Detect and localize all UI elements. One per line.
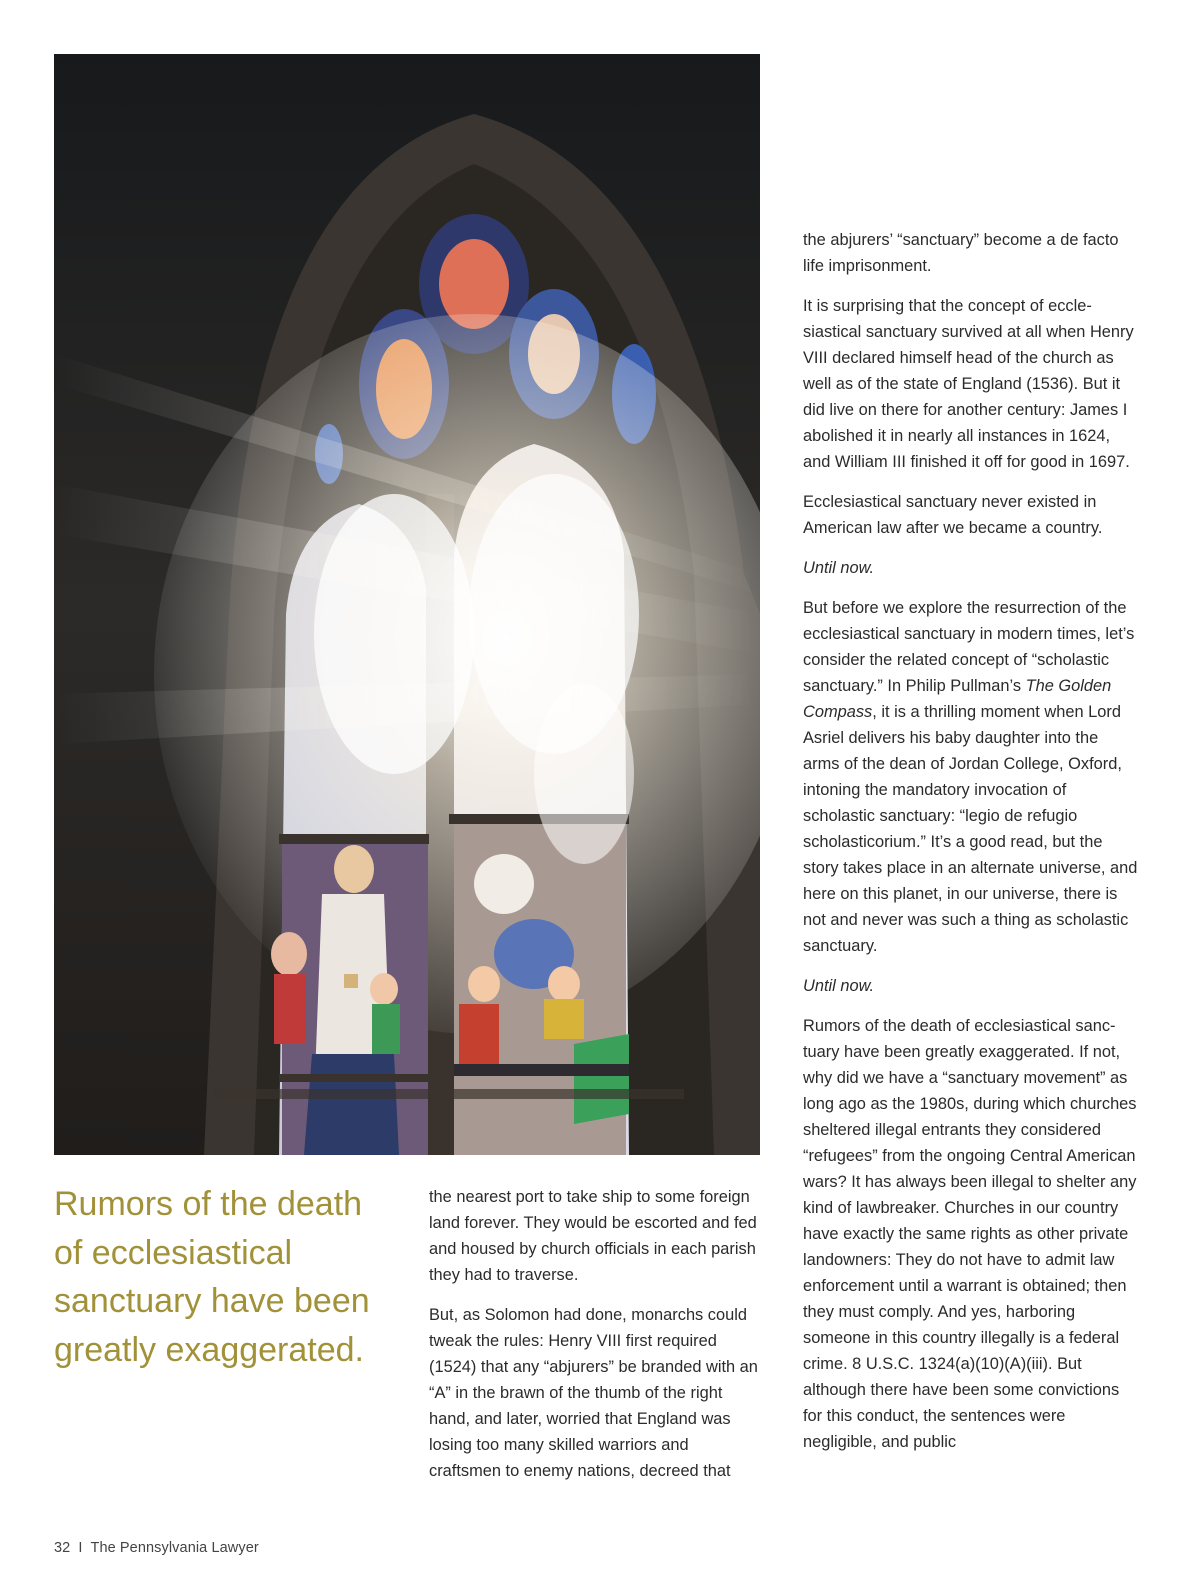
body-paragraph-italic	[803, 555, 1138, 581]
until-now-text: Until now.	[803, 977, 875, 995]
page-footer	[54, 1540, 259, 1556]
body-paragraph-italic	[803, 973, 1138, 999]
footer-separator: I	[78, 1540, 83, 1556]
body-paragraph: the abjurers’ “sanctuary” become a de facto life imprisonment.	[803, 231, 1119, 275]
article-column-middle	[429, 1184, 764, 1498]
body-paragraph	[803, 595, 1138, 959]
until-now-text: Until now.	[803, 559, 875, 577]
body-paragraph: It is surprising that the concept of ecclesiastical sanctuary survived at all when Henry VIII declared himself head of the church as well as of the state of England (1536). But it did live on there for another century: James I abolished it in nearly all instances in 1624, and William III finished it off for good in 1697.	[803, 297, 1134, 471]
paragraph-text: But before we explore the resurrection of the ecclesiastical sanctuary in modern times, let’s consider the related concept of “scholastic sanctuary.” In Philip Pullman’s	[803, 599, 1135, 695]
body-paragraph: Ecclesiastical sanctuary never existed in American law after we became a country.	[803, 493, 1103, 537]
publication-name: The Pennsylvania Lawyer	[90, 1540, 259, 1556]
paragraph-text: , it is a thrilling moment when Lord Asriel delivers his baby daughter into the arms of the dean of Jordan College, Oxford, intoning the mandatory invocation of scholastic sanctuary: “legio de refugio scholasticorium.” It’s a good read, but the story takes place in an alternate universe, and here on this planet, in our universe, there is not and never was such a thing as scholastic sanctuary.	[803, 703, 1138, 955]
page-number: 32	[54, 1540, 71, 1556]
stained-glass-window-photo	[54, 54, 760, 1155]
body-paragraph: the nearest port to take ship to some foreign land forever. They would be escorted and fed and housed by church officials in each parish they had to traverse.	[429, 1188, 757, 1284]
body-paragraph: But, as Solomon had done, monarchs could tweak the rules: Henry VIII first required (1524) that any “abjurers” be branded with an “A” in the brawn of the thumb of the right hand, and later, worried that England was losing too many skilled warriors and craftsmen to enemy nations, decreed that	[429, 1306, 758, 1480]
pull-quote: Rumors of the death of ecclesiastical sanctuary have been greatly exaggerated.	[54, 1185, 370, 1369]
book-title: The Golden Compass	[803, 677, 1112, 721]
body-paragraph: Rumors of the death of ecclesiastical sanctuary have been greatly exaggerated. If not, why did we have a “sanctuary movement” as long ago as the 1980s, during which churches sheltered illegal entrants they considered “refugees” from the ongoing Central American wars? It has always been illegal to shelter any kind of lawbreaker. Churches in our country have exactly the same rights as other private landowners: They do not have to admit law enforcement until a warrant is obtained; then they must comply. And yes, harboring someone in this country illegally is a federal crime. 8 U.S.C. 1324(a)(10)(A)(iii). But although there have been some convictions for this conduct, the sentences were negligible, and public	[803, 1017, 1137, 1451]
article-column-right	[803, 227, 1138, 1469]
